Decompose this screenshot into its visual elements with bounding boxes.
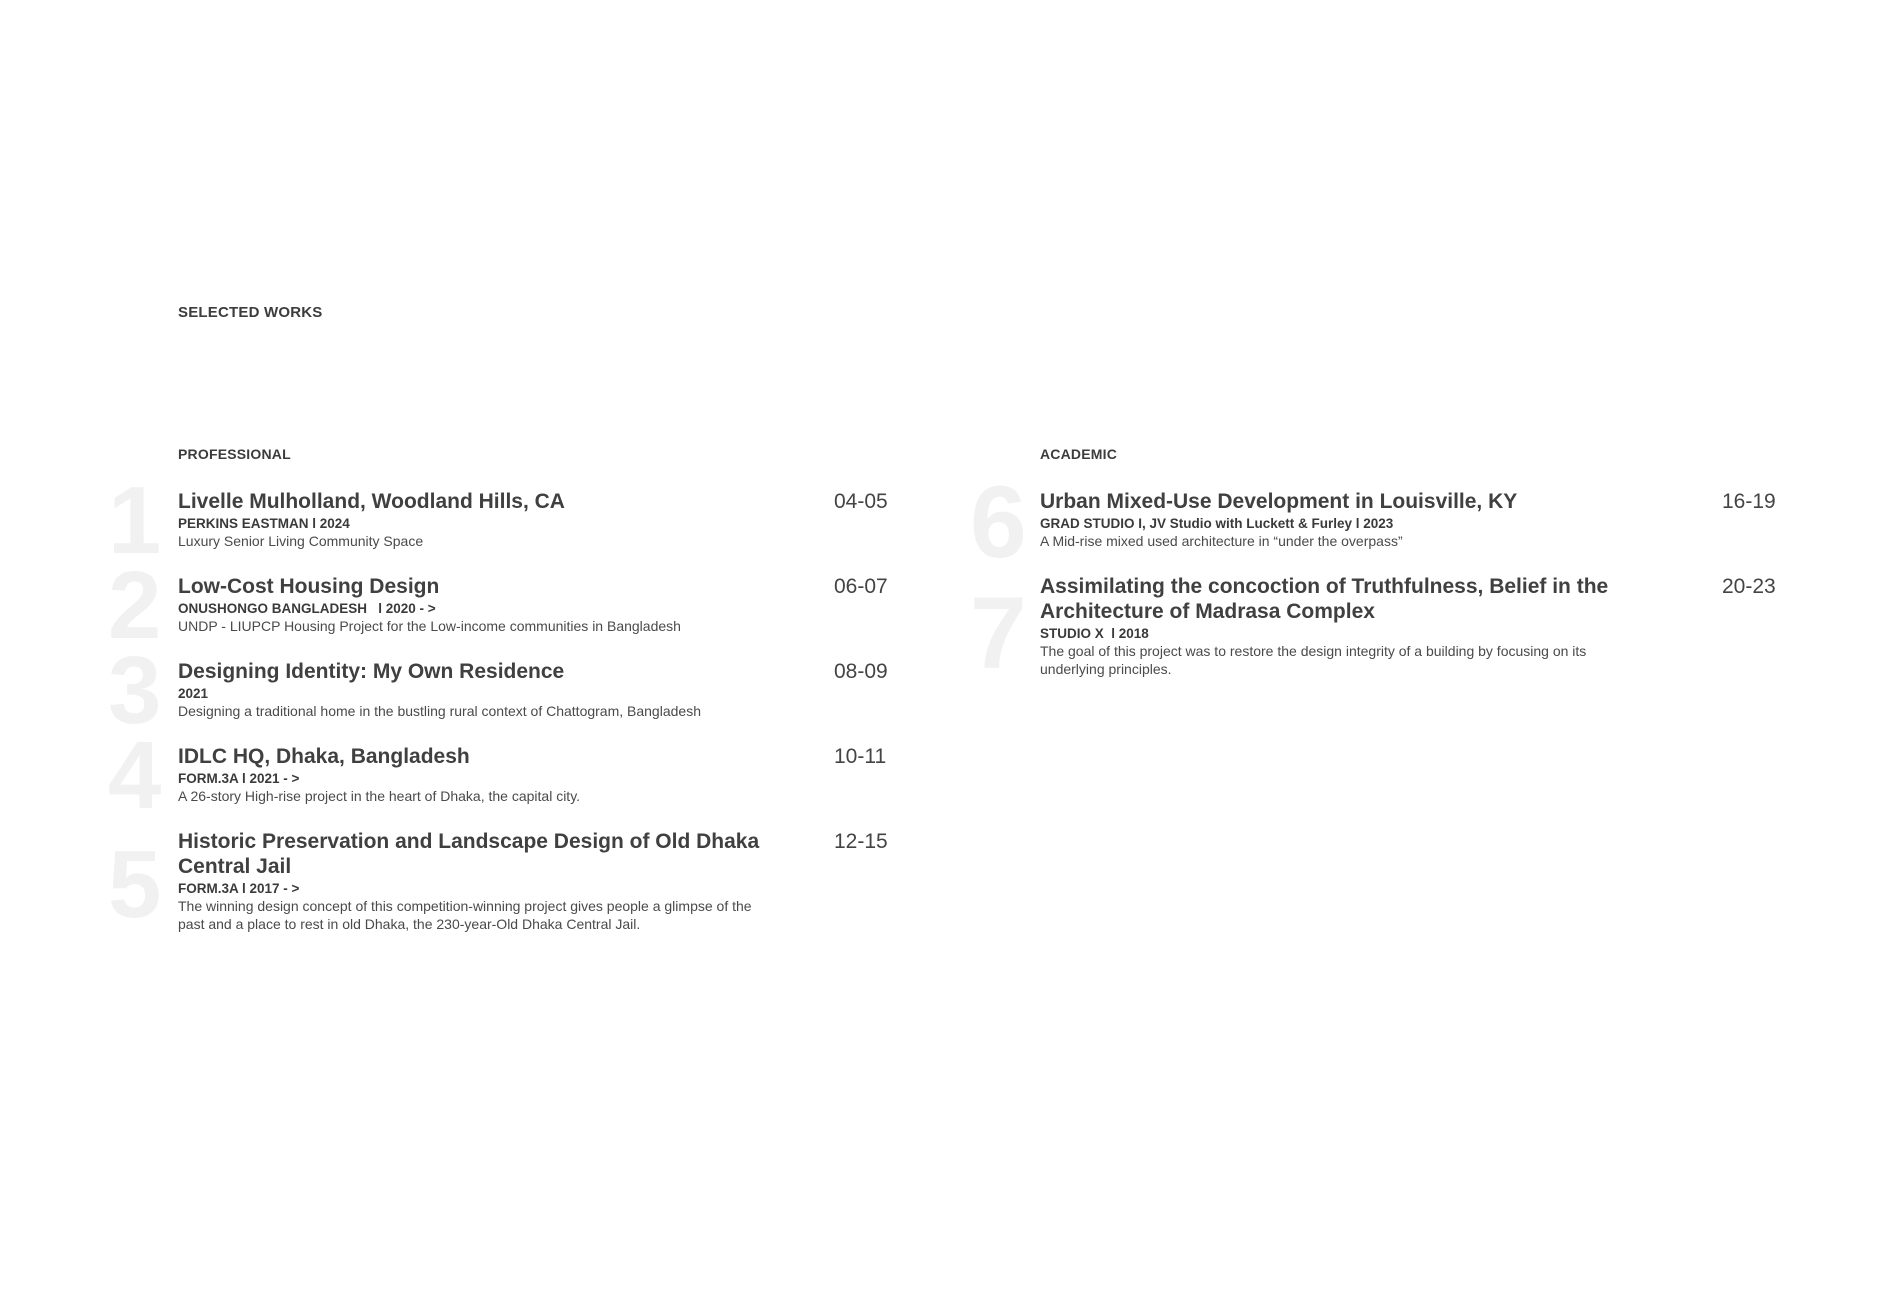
page-title: SELECTED WORKS bbox=[178, 304, 323, 321]
project-entry-3[interactable] bbox=[108, 637, 898, 744]
project-number: 7 bbox=[970, 576, 1027, 690]
project-entry-2[interactable] bbox=[108, 552, 898, 659]
section-label-professional: PROFESSIONAL bbox=[178, 446, 291, 462]
project-number: 1 bbox=[108, 467, 162, 574]
academic-column bbox=[970, 446, 1780, 702]
project-number: 5 bbox=[108, 831, 162, 938]
professional-column bbox=[108, 446, 898, 957]
project-title: Livelle Mulholland, Woodland Hills, CA bbox=[178, 490, 565, 513]
project-title: Low-Cost Housing Design bbox=[178, 575, 440, 598]
project-description: UNDP - LIUPCP Housing Project for the Low-income communities in Bangladesh bbox=[178, 618, 681, 634]
project-entry-4[interactable] bbox=[108, 722, 898, 829]
project-description: A 26-story High-rise project in the heart of Dhaka, the capital city. bbox=[178, 788, 581, 804]
project-description: The winning design concept of this competition-winning project gives people a glimpse of the past and a place to rest in old Dhaka, the 230-year-Old Dhaka Central Jail. bbox=[178, 898, 752, 932]
project-meta: FORM.3A l 2021 - > bbox=[178, 771, 300, 786]
project-description: Designing a traditional home in the bustling rural context of Chattogram, Bangladesh bbox=[178, 703, 701, 719]
page-range: 12-15 bbox=[834, 830, 888, 853]
project-entry-7[interactable] bbox=[970, 574, 1780, 690]
project-title: IDLC HQ, Dhaka, Bangladesh bbox=[178, 745, 470, 768]
project-entry-1[interactable] bbox=[108, 467, 898, 574]
page-range: 10-11 bbox=[834, 745, 887, 768]
page-range: 06-07 bbox=[834, 575, 888, 598]
project-title: Urban Mixed-Use Development in Louisville, KY bbox=[1040, 490, 1518, 513]
section-label-academic: ACADEMIC bbox=[1040, 446, 1118, 462]
project-meta: GRAD STUDIO I, JV Studio with Luckett & Furley l 2023 bbox=[1040, 516, 1394, 531]
project-meta: ONUSHONGO BANGLADESH l 2020 - > bbox=[178, 601, 436, 616]
project-number: 4 bbox=[108, 722, 162, 829]
project-description: The goal of this project was to restore the design integrity of a building by focusing on its underlying principles. bbox=[1040, 643, 1587, 677]
project-description: A Mid-rise mixed used architecture in “under the overpass” bbox=[1040, 533, 1403, 549]
project-number: 3 bbox=[108, 637, 162, 744]
project-meta: STUDIO X l 2018 bbox=[1040, 626, 1149, 641]
project-description: Luxury Senior Living Community Space bbox=[178, 533, 424, 549]
page-range: 16-19 bbox=[1722, 490, 1776, 513]
page-range: 04-05 bbox=[834, 490, 888, 513]
project-meta: FORM.3A l 2017 - > bbox=[178, 881, 300, 896]
project-title: Assimilating the concoction of Truthfulness, Belief in the Architecture of Madrasa Complex bbox=[1040, 575, 1609, 623]
project-title: Historic Preservation and Landscape Design of Old Dhaka Central Jail bbox=[178, 830, 760, 878]
project-meta: PERKINS EASTMAN l 2024 bbox=[178, 516, 350, 531]
project-meta: 2021 bbox=[178, 686, 209, 701]
project-title: Designing Identity: My Own Residence bbox=[178, 660, 565, 683]
page-range: 20-23 bbox=[1722, 575, 1776, 598]
page-range: 08-09 bbox=[834, 660, 888, 683]
project-entry-5[interactable] bbox=[108, 829, 898, 938]
project-entry-6[interactable] bbox=[970, 465, 1780, 579]
project-number: 2 bbox=[108, 552, 162, 659]
project-number: 6 bbox=[970, 465, 1027, 579]
